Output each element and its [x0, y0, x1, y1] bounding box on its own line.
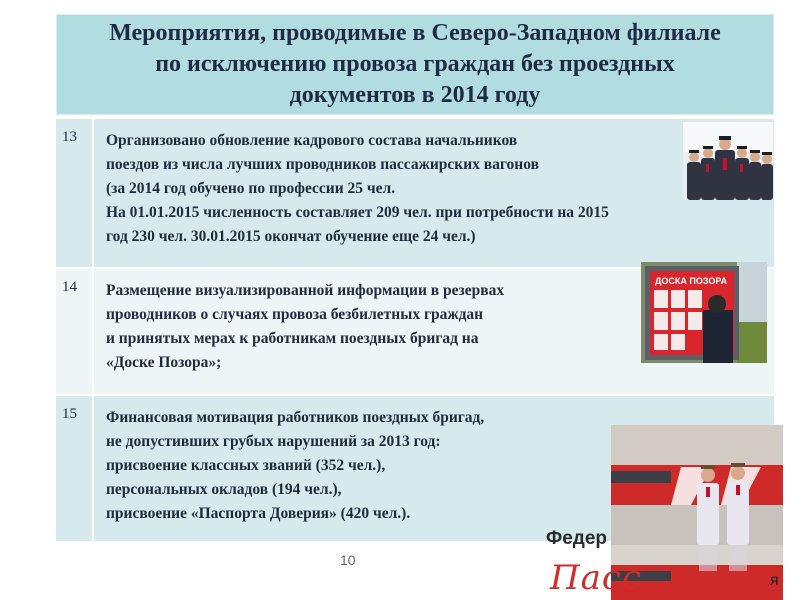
- row-number: 15: [56, 396, 94, 541]
- logo-text-line3: я: [770, 572, 779, 589]
- row-text: Размещение визуализированной информации в резервах проводников о случаях провоза безбилетных граждан и принятых мерах к работникам поездных бригад на «Доске Позора»;: [106, 282, 505, 371]
- row-number: 14: [56, 269, 94, 394]
- shame-board-photo: [641, 262, 767, 363]
- row-text: Организовано обновление кадрового состава начальников поездов из числа лучших проводников пассажирских вагонов (за 2014 год обучено по профессии 25 чел. На 01.01.2015 численность составляет 209 чел. при потребности на 2015 год 230 чел. 30.01.2015 окончат обучение еще 24 чел.): [106, 132, 609, 245]
- train-staff-group-photo: [683, 122, 773, 200]
- row-number: 13: [56, 119, 94, 267]
- table-row: [56, 117, 774, 267]
- slide-title-banner: [56, 14, 774, 115]
- shame-board-label: ДОСКА ПОЗОРА: [655, 276, 728, 286]
- shame-board-image: [641, 262, 767, 363]
- row-content: [94, 119, 774, 267]
- train-staff-image: [683, 122, 773, 200]
- logo-text-line1: Федер: [546, 528, 608, 549]
- row-text: Финансовая мотивация работников поездных бригад, не допустивших грубых нарушений за 2013 год: присвоение классных званий (352 чел.), персональных окладов (194 чел.), присвоение «Паспорта Доверия» (420 чел.).: [106, 409, 485, 522]
- company-logo: [540, 526, 800, 600]
- logo-text-line2: Пасс: [550, 558, 643, 598]
- slide-title: Мероприятия, проводимые в Северо-Западном филиале по исключению провоза граждан без проездных документов в 2014 году: [109, 20, 721, 108]
- page-number: 10: [340, 552, 356, 568]
